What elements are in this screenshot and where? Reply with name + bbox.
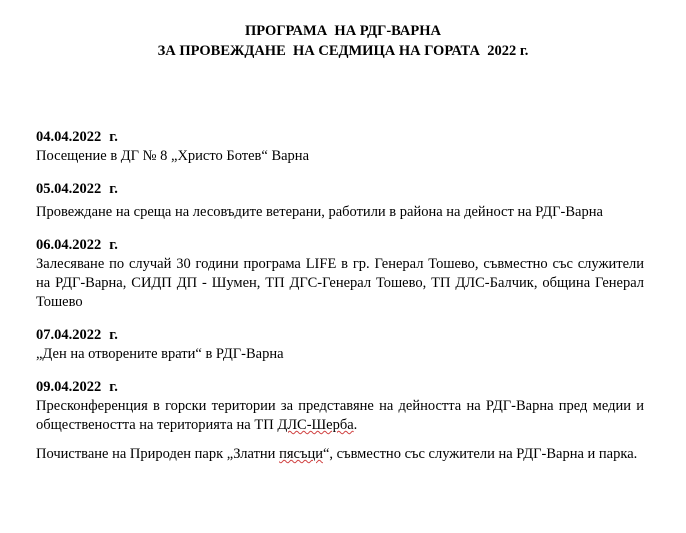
entry-text-part: “, съвместно със служители на РДГ-Варна и парка. [322, 446, 638, 462]
entry-date-line [36, 128, 644, 147]
program-entry [36, 326, 644, 364]
title-line-1: ПРОГРАМА НА РДГ-ВАРНА [245, 23, 441, 39]
entry-date: 07.04.2022 [36, 327, 102, 343]
program-entry [36, 378, 644, 464]
entry-date-line [36, 326, 644, 345]
entry-date: 06.04.2022 [36, 237, 102, 253]
program-entry [36, 128, 644, 166]
entry-text-part: . [353, 417, 358, 433]
entry-date-line [36, 236, 644, 255]
entry-date-line [36, 378, 644, 397]
entry-year-suffix: г. [109, 237, 118, 253]
entry-text: Залесяване по случай 30 години програма LIFE в гр. Генерал Тошево, съвместно със служители на РДГ-Варна, СИДП ДП - Шумен, ТП ДГС-Генерал Тошево, ТП ДЛС-Балчик, община Генерал Тошево [36, 256, 644, 310]
entry-year-suffix: г. [109, 181, 118, 197]
entry-text-part: Почистване на Природен парк „Златни [36, 446, 280, 462]
entry-date: 05.04.2022 [36, 181, 102, 197]
entry-year-suffix: г. [109, 379, 118, 395]
program-list [36, 128, 644, 478]
spellcheck-marked-word: пясъци [279, 446, 323, 462]
entry-date: 04.04.2022 [36, 129, 102, 145]
document-title [0, 21, 686, 61]
entry-date: 09.04.2022 [36, 379, 102, 395]
spellcheck-marked-word: ДЛС-Шерба [277, 417, 354, 433]
entry-text: Провеждане на среща на лесовъдите ветерани, работили в района на дейност на РДГ-Варна [36, 204, 603, 220]
entry-year-suffix: г. [109, 327, 118, 343]
program-entry [36, 236, 644, 312]
title-line-2: ЗА ПРОВЕЖДАНЕ НА СЕДМИЦА НА ГОРАТА 2022 г. [157, 43, 529, 59]
entry-text-part: Пресконференция в горски територии за представяне на дейността на РДГ-Варна пред медии и обществеността на територията на ТП [36, 398, 644, 433]
entry-text [36, 397, 644, 435]
entry-date-line [36, 180, 644, 199]
entry-text-secondary [36, 445, 644, 464]
entry-year-suffix: г. [109, 129, 118, 145]
program-entry [36, 180, 644, 222]
entry-text: Посещение в ДГ № 8 „Христо Ботев“ Варна [36, 148, 310, 164]
entry-text: „Ден на отворените врати“ в РДГ-Варна [36, 346, 284, 362]
